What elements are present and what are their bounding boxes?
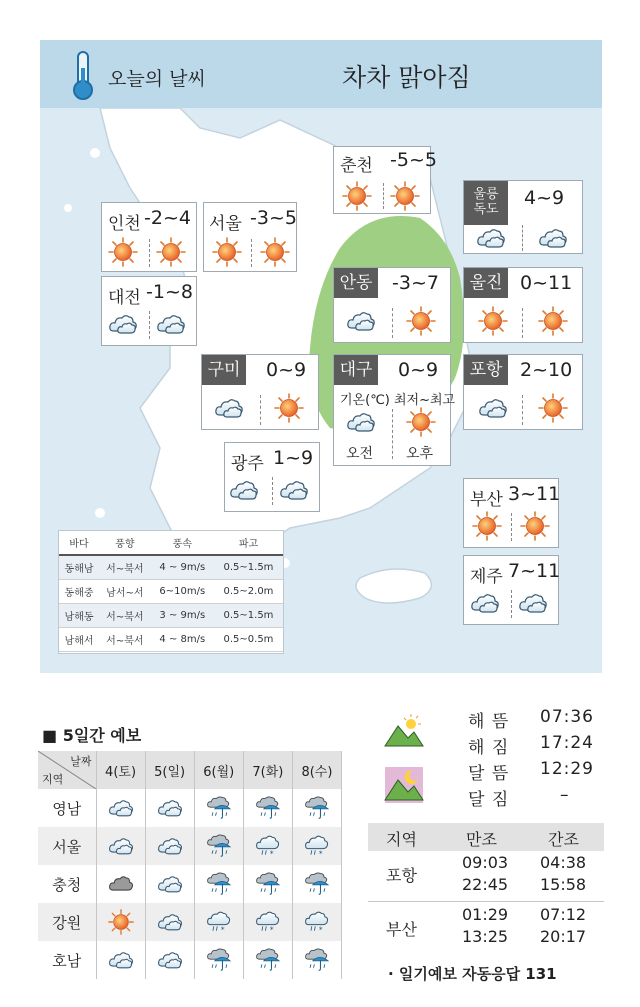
cloud-icon (108, 309, 138, 339)
sea-cell: 남해서 (59, 627, 99, 651)
forecast-region: 강원 (38, 903, 96, 941)
cloud-icon (156, 833, 184, 859)
sun-icon (342, 181, 372, 211)
snowrain-icon (303, 909, 331, 935)
city-temp: -3~7 (392, 272, 439, 294)
forecast-row (38, 865, 342, 903)
forecast-cell (145, 827, 194, 865)
sea-cell: 서~북서 (99, 555, 151, 579)
forecast-cell (96, 903, 145, 941)
city-temp: 0~9 (266, 359, 307, 381)
cloud-icon (518, 588, 548, 618)
city-temp: -1~8 (146, 281, 193, 303)
rain-icon (303, 795, 331, 821)
sun-icon (538, 393, 568, 423)
city-name: 광주 (231, 454, 264, 474)
tide-high: 22:45 (462, 875, 509, 894)
table-row (59, 555, 283, 579)
forecast-day: 6(월) (194, 751, 243, 789)
moonset-label: 달 짐 (468, 790, 510, 810)
sea-header: 풍속 (151, 531, 214, 555)
cloud-icon (476, 223, 506, 253)
forecast-row (38, 941, 342, 979)
cloud-icon (156, 871, 184, 897)
forecast-cell (292, 865, 341, 903)
city-temp: 2~10 (520, 359, 573, 381)
city-name: 울릉 독도 (464, 181, 508, 225)
moonset-time: – (560, 785, 570, 805)
cloud-icon (470, 588, 500, 618)
forecast-cell (243, 941, 292, 979)
weather-summary: 차차 맑아짐 (342, 63, 471, 92)
sea-cell: 서~북서 (99, 603, 151, 627)
sun-icon (406, 407, 436, 437)
city-name: 춘천 (340, 156, 373, 176)
forecast-day: 4(토) (96, 751, 145, 789)
forecast-cell (243, 827, 292, 865)
forecast-row (38, 903, 342, 941)
sea-header: 바다 (59, 531, 99, 555)
sea-cell: 6~10m/s (151, 579, 214, 603)
cloud-icon (346, 306, 376, 336)
cloud-icon (279, 475, 309, 505)
rain-icon (254, 947, 282, 973)
rain-icon (254, 871, 282, 897)
forecast-cell (292, 903, 341, 941)
snowrain-icon (303, 833, 331, 859)
cloud-icon (107, 795, 135, 821)
legend-pm: 오후 (406, 446, 434, 462)
cloud-icon (156, 309, 186, 339)
rain-icon (205, 795, 233, 821)
map-header (40, 40, 602, 108)
cloud-icon (156, 947, 184, 973)
tide-region: 포항 (386, 866, 417, 885)
tide-header-high: 만조 (466, 830, 497, 849)
cloud-icon (346, 407, 376, 437)
city-temp: 0~11 (520, 272, 573, 294)
city-name: 인천 (108, 214, 141, 234)
city-name: 포항 (464, 355, 508, 385)
sunrise-time: 07:36 (540, 707, 594, 727)
corner-date-label: 날짜 (70, 755, 92, 768)
cloud-icon (214, 393, 244, 423)
forecast-corner (38, 751, 96, 789)
sunset-time: 17:24 (540, 733, 594, 753)
table-row (59, 579, 283, 603)
city-temp: 7~11 (508, 560, 561, 582)
forecast-cell (194, 827, 243, 865)
rain-icon (205, 833, 233, 859)
city-temp: -5~5 (390, 149, 437, 171)
forecast-cell (292, 789, 341, 827)
forecast-cell (96, 941, 145, 979)
forecast-table (38, 751, 342, 979)
sea-header: 파고 (214, 531, 283, 555)
forecast-cell (243, 865, 292, 903)
sun-icon (274, 393, 304, 423)
city-name: 부산 (470, 490, 503, 510)
sea-cell: 3 ~ 9m/s (151, 603, 214, 627)
sea-cell: 4 ~ 9m/s (151, 555, 214, 579)
tide-header-low: 간조 (548, 830, 579, 849)
snowrain-icon (254, 909, 282, 935)
sea-cell: 동해중 (59, 579, 99, 603)
sunrise-label: 해 뜸 (468, 712, 510, 732)
sun-icon (390, 181, 420, 211)
sun-icon (538, 306, 568, 336)
table-row (59, 603, 283, 627)
sun-icon (478, 306, 508, 336)
city-card-ulleung (463, 180, 583, 254)
tide-region: 부산 (386, 920, 417, 939)
city-card-gwangju (224, 442, 320, 512)
moon-mountain-icon (384, 766, 424, 804)
rain-icon (205, 947, 233, 973)
city-name: 대전 (108, 288, 141, 308)
tide-header (368, 823, 604, 851)
sun-icon (108, 237, 138, 267)
forecast-day: 5(일) (145, 751, 194, 789)
cloud-icon (156, 909, 184, 935)
sun-icon (107, 909, 135, 935)
forecast-cell (145, 865, 194, 903)
rain-icon (205, 871, 233, 897)
city-card-incheon (101, 202, 197, 272)
tide-low: 20:17 (540, 927, 587, 946)
forecast-cell (96, 827, 145, 865)
tide-header-region: 지역 (386, 830, 417, 849)
city-card-busan (463, 478, 559, 548)
city-card-daejeon (101, 276, 197, 346)
sea-cell: 0.5~1.5m (214, 603, 283, 627)
city-temp: 4~9 (524, 187, 565, 209)
city-name: 구미 (202, 355, 246, 385)
city-name: 울진 (464, 268, 508, 298)
tide-low: 07:12 (540, 905, 587, 924)
sun-icon (212, 237, 242, 267)
rain-icon (303, 947, 331, 973)
forecast-cell (292, 827, 341, 865)
snowrain-icon (254, 833, 282, 859)
forecast-region: 서울 (38, 827, 96, 865)
cloud-icon (107, 947, 135, 973)
cloud-icon (478, 393, 508, 423)
forecast-row (38, 789, 342, 827)
legend-caption: 기온(℃) 최저~최고 (340, 393, 456, 408)
city-card-seoul (203, 202, 297, 272)
rain-icon (303, 871, 331, 897)
city-name: 서울 (209, 214, 242, 234)
sunset-label: 해 짐 (468, 738, 510, 758)
forecast-title: ■ 5일간 예보 (42, 726, 142, 745)
city-temp: -3~5 (250, 207, 297, 229)
forecast-cell (194, 903, 243, 941)
city-name: 대구 (334, 355, 378, 385)
city-card-daegu (333, 354, 456, 466)
city-temp: 0~9 (398, 359, 439, 381)
forecast-cell (243, 903, 292, 941)
sea-cell: 0.5~0.5m (214, 627, 283, 651)
forecast-cell (145, 903, 194, 941)
sun-icon (260, 237, 290, 267)
tide-high: 01:29 (462, 905, 509, 924)
page-title: 오늘의 날씨 (108, 68, 206, 90)
city-card-pohang (463, 354, 583, 430)
forecast-cell (145, 941, 194, 979)
tide-high: 13:25 (462, 927, 509, 946)
forecast-cell (194, 789, 243, 827)
sea-cell: 남서~서 (99, 579, 151, 603)
moonrise-time: 12:29 (540, 759, 594, 779)
sea-cell: 0.5~2.0m (214, 579, 283, 603)
forecast-region: 호남 (38, 941, 96, 979)
forecast-cell (292, 941, 341, 979)
sun-icon (472, 511, 502, 541)
sea-header: 풍향 (99, 531, 151, 555)
forecast-cell (194, 941, 243, 979)
forecast-cell (96, 865, 145, 903)
rain-icon (254, 795, 282, 821)
forecast-cell (96, 789, 145, 827)
city-name: 안동 (334, 268, 378, 298)
forecast-region: 영남 (38, 789, 96, 827)
legend-am: 오전 (346, 446, 374, 462)
sea-cell: 서~북서 (99, 627, 151, 651)
tide-low: 15:58 (540, 875, 587, 894)
forecast-cell (243, 789, 292, 827)
tide-high: 09:03 (462, 853, 509, 872)
cloud-icon (538, 223, 568, 253)
sun-icon (406, 306, 436, 336)
sea-cell: 남해동 (59, 603, 99, 627)
cloud-icon (229, 475, 259, 505)
thermometer-icon (70, 50, 96, 100)
sea-cell: 동해남 (59, 555, 99, 579)
forecast-region: 충청 (38, 865, 96, 903)
city-card-gumi (201, 354, 319, 430)
footer-note: · 일기예보 자동응답 131 (388, 965, 557, 983)
darkcloud-icon (107, 871, 135, 897)
city-temp: -2~4 (144, 207, 191, 229)
sun-icon (520, 511, 550, 541)
cloud-icon (156, 795, 184, 821)
forecast-cell (145, 789, 194, 827)
forecast-day: 7(화) (243, 751, 292, 789)
table-row (59, 627, 283, 651)
moonrise-label: 달 뜸 (468, 764, 510, 784)
city-card-jeju (463, 555, 559, 625)
sea-cell: 4 ~ 8m/s (151, 627, 214, 651)
snowrain-icon (205, 909, 233, 935)
corner-region-label: 지역 (42, 773, 64, 786)
city-name: 제주 (470, 567, 503, 587)
sun-icon (156, 237, 186, 267)
cloud-icon (107, 833, 135, 859)
city-card-andong (333, 267, 451, 343)
city-temp: 1~9 (273, 447, 314, 469)
forecast-cell (194, 865, 243, 903)
tide-low: 04:38 (540, 853, 587, 872)
city-temp: 3~11 (508, 483, 561, 505)
sea-conditions-table (58, 530, 284, 654)
sea-cell: 0.5~1.5m (214, 555, 283, 579)
city-card-uljin (463, 267, 583, 343)
forecast-day: 8(수) (292, 751, 341, 789)
sun-mountain-icon (384, 712, 424, 750)
city-card-chuncheon (333, 146, 437, 214)
forecast-row (38, 827, 342, 865)
